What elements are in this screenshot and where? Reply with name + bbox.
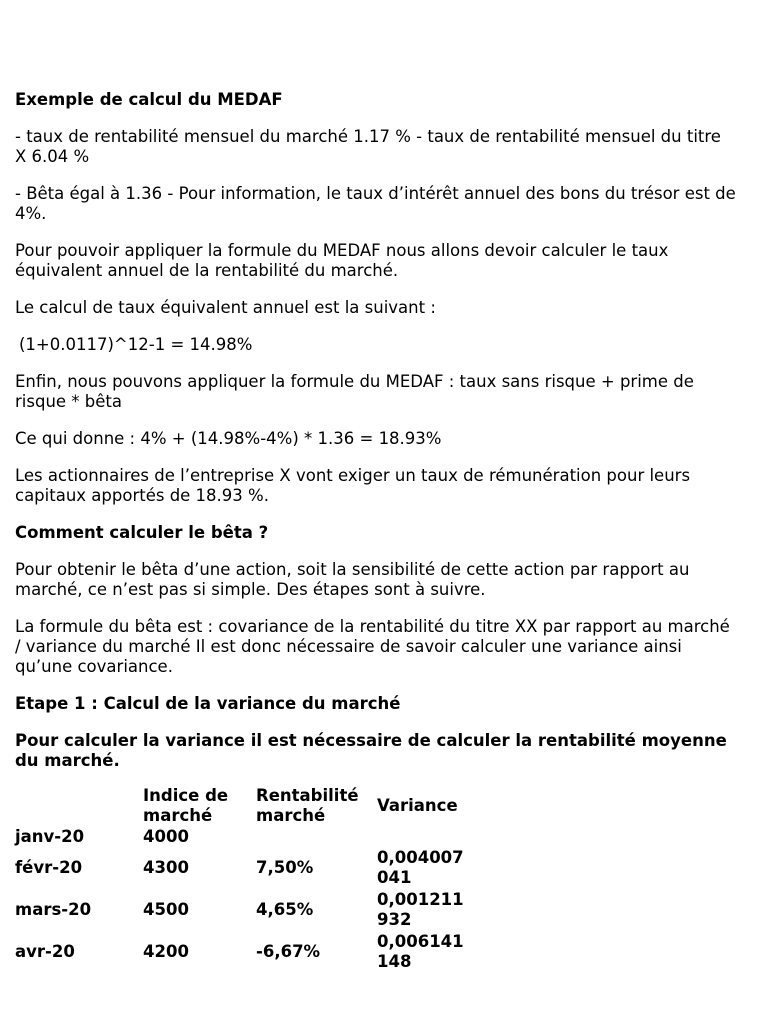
paragraph-beta-intro: Pour obtenir le bêta d’une action, soit la sensibilité de cette action par rapport au marché, ce n’est pas si simple. Des étapes sont à suivre. (15, 560, 690, 599)
table-cell-return: 4,65% (256, 900, 314, 919)
table-cell-return: -6,67% (256, 942, 321, 961)
table-cell-index: 4300 (143, 858, 189, 877)
table-header-row (15, 784, 477, 827)
paragraph-beta-formula: La formule du bêta est : covariance de la rentabilité du titre XX par rapport au marché / variance du marché Il est donc nécessaire de savoir calculer une variance ainsi qu’une covariance. (15, 617, 730, 676)
table-cell-index: 4200 (143, 942, 189, 961)
section-beta-title: Comment calculer le bêta ? (15, 523, 269, 542)
document-title: Exemple de calcul du MEDAF (15, 90, 283, 109)
paragraph-medaf-intro: Pour pouvoir appliquer la formule du MEDAF nous allons devoir calculer le taux équivalent annuel de la rentabilité du marché. (15, 241, 669, 280)
formula-annual-rate: (1+0.0117)^12-1 = 14.98% (19, 335, 253, 354)
step1-intro: Pour calculer la variance il est nécessaire de calculer la rentabilité moyenne du marché. (15, 731, 727, 770)
table-cell-variance: 0,006141148 (377, 932, 464, 971)
table-cell-return: 7,50% (256, 858, 314, 877)
table-header-cell (15, 784, 143, 827)
market-variance-table (15, 784, 477, 973)
table-cell-month: févr-20 (15, 858, 83, 877)
table-cell-month: mars-20 (15, 900, 92, 919)
table-cell-month: janv-20 (15, 827, 85, 846)
paragraph-medaf-formula: Enfin, nous pouvons appliquer la formule du MEDAF : taux sans risque + prime de risque * bêta (15, 372, 694, 411)
paragraph-equivalent-rate: Le calcul de taux équivalent annuel est la suivant : (15, 298, 436, 317)
paragraph-shareholders: Les actionnaires de l’entreprise X vont exiger un taux de rémunération pour leurs capitaux apportés de 18.93 %. (15, 466, 691, 505)
table-cell-variance: 0,004007041 (377, 848, 464, 887)
document-page (15, 90, 737, 973)
table-header-cell: Variance (377, 795, 458, 815)
table-cell-index: 4500 (143, 900, 189, 919)
table-row (15, 847, 477, 889)
table-cell-index: 4000 (143, 827, 189, 846)
table-cell-variance (377, 827, 477, 847)
table-row (15, 827, 477, 847)
paragraph-medaf-result: Ce qui donne : 4% + (14.98%-4%) * 1.36 = 18.93% (15, 429, 442, 448)
table-cell-variance: 0,001211932 (377, 890, 464, 929)
paragraph-beta: - Bêta égal à 1.36 - Pour information, le taux d’intérêt annuel des bons du trésor est de 4%. (15, 184, 736, 223)
table-cell-month: avr-20 (15, 942, 75, 961)
table-header-cell: Indice de marché (143, 785, 229, 825)
paragraph-market-rates: - taux de rentabilité mensuel du marché 1.17 % - taux de rentabilité mensuel du titre X 6.04 % (15, 127, 721, 166)
step1-title: Etape 1 : Calcul de la variance du marché (15, 694, 401, 713)
table-header-cell: Rentabilité marché (256, 785, 359, 825)
table-cell-return (256, 827, 377, 847)
table-row (15, 889, 477, 931)
table-row (15, 931, 477, 973)
